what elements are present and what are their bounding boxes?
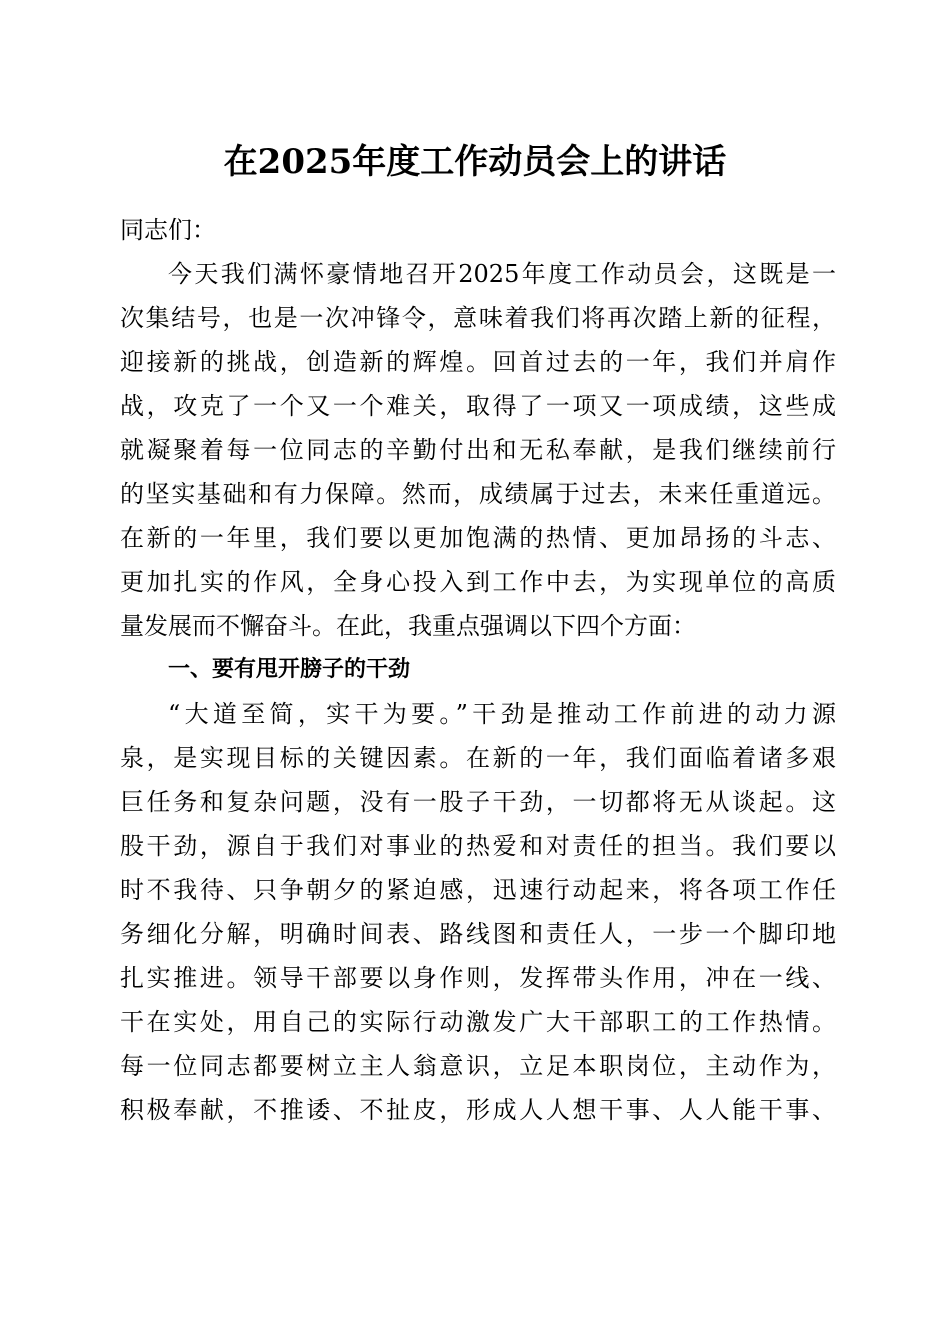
paragraph-1-line: 更加扎实的作风，全身心投入到工作中去，为实现单位的高质: [120, 568, 836, 596]
paragraph-1-line: 战，攻克了一个又一个难关，取得了一项又一项成绩，这些成: [120, 392, 836, 420]
paragraph-2-line: “大道至简，实干为要。”干劲是推动工作前进的动力源: [168, 700, 836, 728]
document-title: 在2025年度工作动员会上的讲话: [223, 142, 727, 182]
section-1-heading: 一、要有甩开膀子的干劲: [168, 657, 411, 682]
paragraph-2-line: 积极奉献，不推诿、不扯皮，形成人人想干事、人人能干事、: [120, 1096, 836, 1124]
paragraph-1-line: 就凝聚着每一位同志的辛勤付出和无私奉献，是我们继续前行: [120, 436, 836, 464]
paragraph-1-line: 量发展而不懈奋斗。在此，我重点强调以下四个方面：: [120, 612, 696, 640]
paragraph-1-line: 次集结号，也是一次冲锋令，意味着我们将再次踏上新的征程，: [120, 304, 836, 332]
paragraph-1-line: 今天我们满怀豪情地召开2025年度工作动员会，这既是一: [168, 260, 836, 288]
paragraph-1-line: 迎接新的挑战，创造新的辉煌。回首过去的一年，我们并肩作: [120, 348, 836, 376]
paragraph-2-line: 干在实处，用自己的实际行动激发广大干部职工的工作热情。: [120, 1008, 836, 1036]
paragraph-2-line: 时不我待、只争朝夕的紧迫感，迅速行动起来，将各项工作任: [120, 876, 836, 904]
paragraph-1-line: 在新的一年里，我们要以更加饱满的热情、更加昂扬的斗志、: [120, 524, 836, 552]
paragraph-2-line: 巨任务和复杂问题，没有一股子干劲，一切都将无从谈起。这: [120, 788, 836, 816]
document-body: [120, 208, 836, 1132]
paragraph-1-line: 的坚实基础和有力保障。然而，成绩属于过去，未来任重道远。: [120, 480, 836, 508]
paragraph-2-line: 股干劲，源自于我们对事业的热爱和对责任的担当。我们要以: [120, 832, 836, 860]
paragraph-2-line: 每一位同志都要树立主人翁意识，立足本职岗位，主动作为，: [120, 1052, 836, 1080]
paragraph-2-line: 泉，是实现目标的关键因素。在新的一年，我们面临着诸多艰: [120, 744, 836, 772]
paragraph-2-line: 扎实推进。领导干部要以身作则，发挥带头作用，冲在一线、: [120, 964, 836, 992]
salutation: 同志们：: [120, 216, 216, 244]
paragraph-2-line: 务细化分解，明确时间表、路线图和责任人，一步一个脚印地: [120, 920, 836, 948]
